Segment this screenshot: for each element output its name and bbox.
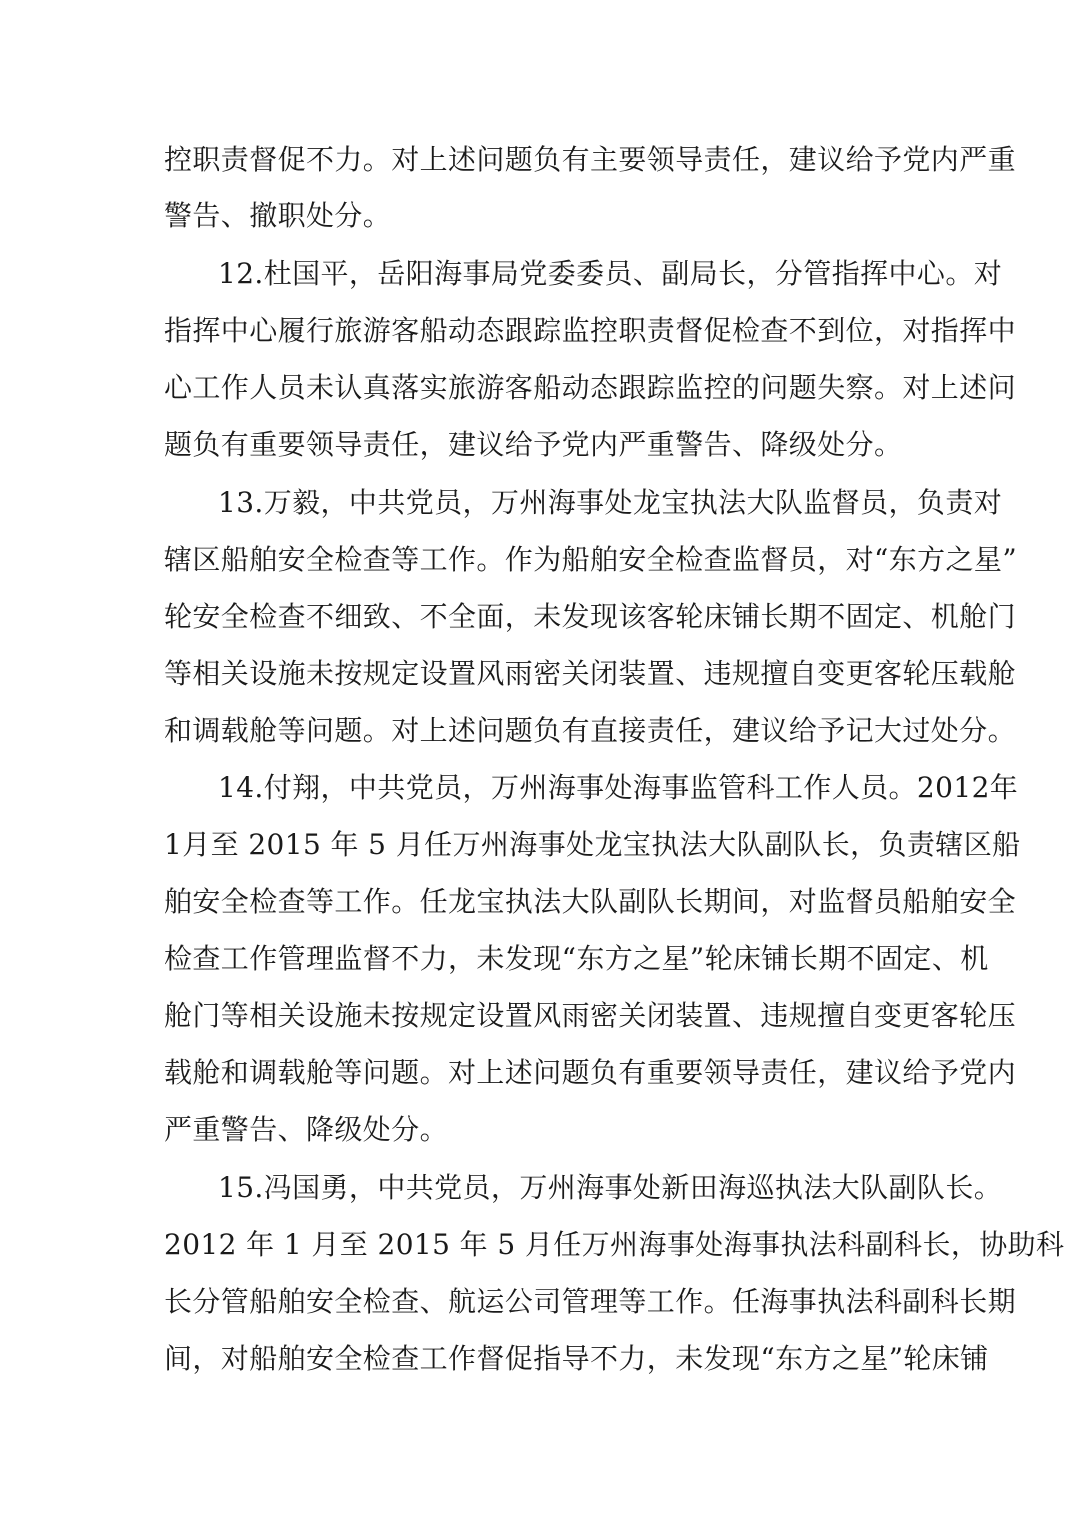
paragraph-14-heading-line: 14.付翔，中共党员，万州海事处海事监管科工作人员。2012年 [218, 771, 1019, 804]
text-line: 2012 年 1 月至 2015 年 5 月任万州海事处海事执法科副科长，协助科 [164, 1228, 1065, 1261]
text-line: 间，对船舶安全检查工作督促指导不力，未发现“东方之星”轮床铺 [164, 1342, 989, 1375]
text-line: 轮安全检查不细致、不全面，未发现该客轮床铺长期不固定、机舱门 [164, 600, 1017, 633]
text-line: 题负有重要领导责任，建议给予党内严重警告、降级处分。 [164, 428, 903, 461]
text-line: 警告、撤职处分。 [164, 199, 392, 232]
text-line: 指挥中心履行旅游客船动态跟踪监控职责督促检查不到位，对指挥中 [164, 314, 1017, 347]
text-line: 心工作人员未认真落实旅游客船动态跟踪监控的问题失察。对上述问 [164, 371, 1017, 404]
text-line: 等相关设施未按规定设置风雨密关闭装置、违规擅自变更客轮压载舱 [164, 657, 1017, 690]
text-line: 长分管船舶安全检查、航运公司管理等工作。任海事执法科副科长期 [164, 1285, 1017, 1318]
text-line: 舱门等相关设施未按规定设置风雨密关闭装置、违规擅自变更客轮压 [164, 999, 1017, 1032]
paragraph-15-heading-line: 15.冯国勇，中共党员，万州海事处新田海巡执法大队副队长。 [218, 1171, 1003, 1204]
text-line: 控职责督促不力。对上述问题负有主要领导责任，建议给予党内严重 [164, 143, 1017, 176]
text-line: 舶安全检查等工作。任龙宝执法大队副队长期间，对监督员船舶安全 [164, 885, 1017, 918]
text-line: 严重警告、降级处分。 [164, 1113, 449, 1146]
paragraph-12-heading-line: 12.杜国平，岳阳海事局党委委员、副局长，分管指挥中心。对 [218, 257, 1003, 290]
paragraph-13-heading-line: 13.万毅，中共党员，万州海事处龙宝执法大队监督员，负责对 [218, 486, 1003, 519]
text-line: 检查工作管理监督不力，未发现“东方之星”轮床铺长期不固定、机 [164, 942, 989, 975]
text-line: 和调载舱等问题。对上述问题负有直接责任，建议给予记大过处分。 [164, 714, 1017, 747]
text-line: 载舱和调载舱等问题。对上述问题负有重要领导责任，建议给予党内 [164, 1056, 1017, 1089]
text-line: 1月至 2015 年 5 月任万州海事处龙宝执法大队副队长，负责辖区船 [164, 828, 1021, 861]
text-line: 辖区船舶安全检查等工作。作为船舶安全检查监督员，对“东方之星” [164, 543, 1018, 576]
